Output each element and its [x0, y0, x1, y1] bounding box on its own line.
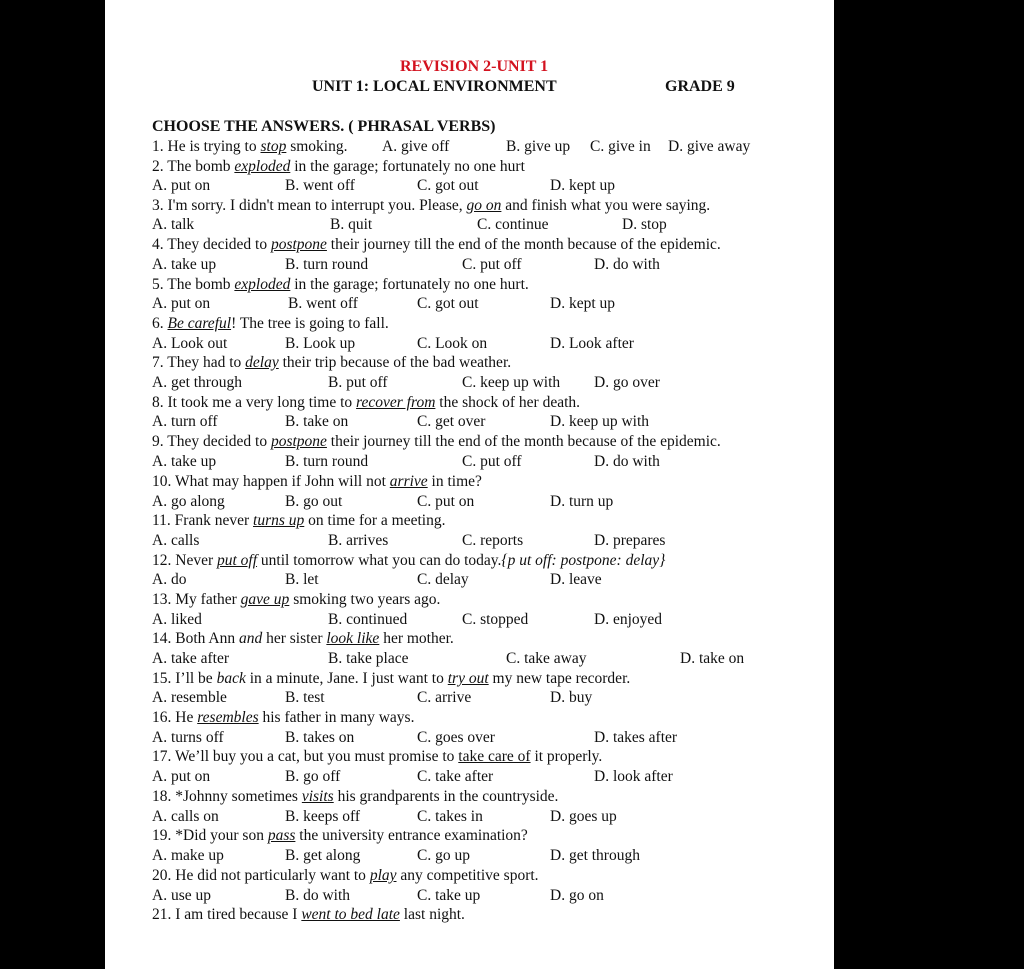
option-15b: B. test: [285, 689, 325, 706]
question-14: 14. Both Ann and her sister look like her mother.: [152, 630, 454, 647]
option-17c: C. take after: [417, 768, 494, 785]
question-21: 21. I am tired because I went to bed late last night.: [152, 906, 465, 923]
option-9c: C. put off: [462, 453, 522, 470]
option-6b: B. Look up: [285, 335, 356, 352]
question-11: 11. Frank never turns up on time for a meeting.: [152, 512, 446, 529]
revision-title: REVISION 2-UNIT 1: [400, 58, 549, 75]
option-13b: B. continued: [328, 611, 408, 628]
option-7c: C. keep up with: [462, 374, 561, 391]
option-12d: D. leave: [550, 571, 602, 588]
option-19a: A. make up: [152, 847, 224, 864]
question-15: 15. I’ll be back in a minute, Jane. I just want to try out my new tape recorder.: [152, 670, 631, 687]
question-2: 2. The bomb exploded in the garage; fortunately no one hurt: [152, 158, 525, 175]
option-3b: B. quit: [330, 216, 373, 233]
question-12-note: {p ut off: postpone: delay}: [501, 552, 666, 569]
option-14c: C. take away: [506, 650, 587, 667]
option-8c: C. get over: [417, 413, 486, 430]
option-10a: A. go along: [152, 493, 225, 510]
question-6: 6. Be careful! The tree is going to fall.: [152, 315, 389, 332]
option-4c: C. put off: [462, 256, 522, 273]
option-8a: A. turn off: [152, 413, 218, 430]
option-6d: D. Look after: [550, 335, 634, 352]
option-13d: D. enjoyed: [594, 611, 663, 628]
option-20d: D. go on: [550, 887, 604, 904]
option-10b: B. go out: [285, 493, 343, 510]
option-17d: D. look after: [594, 768, 673, 785]
option-16d: D. takes after: [594, 729, 678, 746]
option-11a: A. calls: [152, 532, 200, 549]
option-6c: C. Look on: [417, 335, 488, 352]
option-1c: C. give in: [590, 138, 651, 155]
question-18: 18. *Johnny sometimes visits his grandparents in the countryside.: [152, 788, 559, 805]
option-5c: C. got out: [417, 295, 479, 312]
option-6a: A. Look out: [152, 335, 228, 352]
question-10: 10. What may happen if John will not arrive in time?: [152, 473, 482, 490]
option-16a: A. turns off: [152, 729, 224, 746]
question-20: 20. He did not particularly want to play any competitive sport.: [152, 867, 539, 884]
option-3d: D. stop: [622, 216, 667, 233]
option-9d: D. do with: [594, 453, 660, 470]
option-19d: D. get through: [550, 847, 640, 864]
option-19c: C. go up: [417, 847, 470, 864]
option-4a: A. take up: [152, 256, 217, 273]
option-9b: B. turn round: [285, 453, 369, 470]
option-3a: A. talk: [152, 216, 195, 233]
option-18d: D. goes up: [550, 808, 617, 825]
option-1d: D. give away: [668, 138, 751, 155]
option-12c: C. delay: [417, 571, 469, 588]
option-2d: D. kept up: [550, 177, 616, 194]
question-1: 1. He is trying to stop smoking.: [152, 138, 348, 155]
option-10d: D. turn up: [550, 493, 614, 510]
grade-label: GRADE 9: [665, 78, 735, 95]
option-18c: C. takes in: [417, 808, 483, 825]
question-17: 17. We’ll buy you a cat, but you must promise to take care of it properly.: [152, 748, 603, 765]
option-18b: B. keeps off: [285, 808, 361, 825]
option-1b: B. give up: [506, 138, 571, 155]
option-4b: B. turn round: [285, 256, 369, 273]
option-17b: B. go off: [285, 768, 341, 785]
question-16: 16. He resembles his father in many ways.: [152, 709, 415, 726]
option-12b: B. let: [285, 571, 319, 588]
option-9a: A. take up: [152, 453, 217, 470]
option-5a: A. put on: [152, 295, 211, 312]
option-14d: D. take on: [680, 650, 745, 667]
option-14b: B. take place: [328, 650, 409, 667]
unit-title: UNIT 1: LOCAL ENVIRONMENT: [312, 78, 557, 95]
option-5d: D. kept up: [550, 295, 616, 312]
question-8: 8. It took me a very long time to recover from the shock of her death.: [152, 394, 581, 411]
option-2b: B. went off: [285, 177, 355, 194]
option-15d: D. buy: [550, 689, 593, 706]
option-15a: A. resemble: [152, 689, 227, 706]
option-11b: B. arrives: [328, 532, 389, 549]
option-16c: C. goes over: [417, 729, 495, 746]
question-19: 19. *Did your son pass the university entrance examination?: [152, 827, 528, 844]
option-10c: C. put on: [417, 493, 475, 510]
option-8d: D. keep up with: [550, 413, 650, 430]
question-5: 5. The bomb exploded in the garage; fortunately no one hurt.: [152, 276, 529, 293]
option-11c: C. reports: [462, 532, 524, 549]
option-14a: A. take after: [152, 650, 230, 667]
option-15c: C. arrive: [417, 689, 472, 706]
option-20a: A. use up: [152, 887, 211, 904]
instruction-heading: CHOOSE THE ANSWERS. ( PHRASAL VERBS): [152, 118, 496, 135]
option-13a: A. liked: [152, 611, 202, 628]
option-18a: A. calls on: [152, 808, 219, 825]
option-16b: B. takes on: [285, 729, 355, 746]
option-7b: B. put off: [328, 374, 388, 391]
question-7: 7. They had to delay their trip because of the bad weather.: [152, 354, 512, 371]
question-9: 9. They decided to postpone their journey till the end of the month because of the epidemic.: [152, 433, 721, 450]
question-3: 3. I'm sorry. I didn't mean to interrupt you. Please, go on and finish what you were saying.: [152, 197, 711, 214]
option-20c: C. take up: [417, 887, 481, 904]
option-19b: B. get along: [285, 847, 361, 864]
question-4: 4. They decided to postpone their journey till the end of the month because of the epidemic.: [152, 236, 721, 253]
worksheet-page: [105, 0, 834, 969]
option-2a: A. put on: [152, 177, 211, 194]
option-3c: C. continue: [477, 216, 549, 233]
option-8b: B. take on: [285, 413, 349, 430]
option-7d: D. go over: [594, 374, 660, 391]
option-1a: A. give off: [382, 138, 450, 155]
question-13: 13. My father gave up smoking two years ago.: [152, 591, 441, 608]
option-20b: B. do with: [285, 887, 351, 904]
option-12a: A. do: [152, 571, 187, 588]
option-17a: A. put on: [152, 768, 211, 785]
option-4d: D. do with: [594, 256, 660, 273]
option-13c: C. stopped: [462, 611, 529, 628]
option-11d: D. prepares: [594, 532, 666, 549]
option-5b: B. went off: [288, 295, 358, 312]
question-12: 12. Never put off until tomorrow what you can do today.{p ut off: postpone: delay}: [152, 552, 666, 569]
option-7a: A. get through: [152, 374, 242, 391]
option-2c: C. got out: [417, 177, 479, 194]
